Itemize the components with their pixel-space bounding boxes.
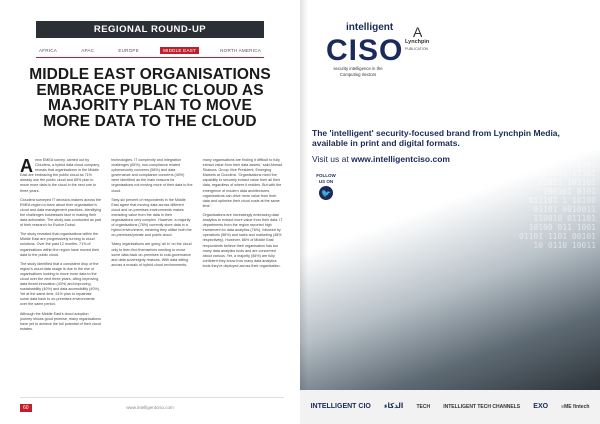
lynchpin-sub: PUBLICATION	[405, 47, 429, 51]
paragraph: Sixty-six percent of respondents in the Middle East agree that moving data across different cloud and on-premises environments makes extracting value from the data in their organisations very complex. However, a majority of organisations (78%) currently store data in a hybrid environment, meaning they utilise both the on-premises/private and public cloud.	[111, 197, 192, 238]
page-gutter	[300, 0, 308, 424]
logo-intelligent-text: intelligent	[346, 22, 394, 33]
visit-prefix: Visit us at	[312, 154, 349, 164]
region-apac[interactable]: APAC	[81, 48, 95, 53]
region-europe[interactable]: EUROPE	[118, 48, 139, 53]
promo-text: The 'intelligent' security-focused brand from Lynchpin Media, available in print and digital formats.	[312, 128, 560, 148]
region-nav	[36, 46, 264, 55]
footer-divider	[20, 397, 284, 398]
region-north-america[interactable]: NORTH AMERICA	[220, 48, 261, 53]
paragraph: Cloudera surveyed IT decision-makers across the EMEA region to learn about their organisation's cloud and data management practices, identifying the challenges businesses face in making their data actionable. The study was conducted as part of their research for Evolve Dubai.	[20, 197, 102, 228]
logo-exo: EXO	[533, 403, 549, 410]
paragraph: Although the Middle East's cloud adoption journey shows good promise, many organisations have yet to achieve the full potential of their cloud estates.	[20, 311, 101, 331]
divider	[36, 57, 264, 58]
lynchpin-mark: A	[413, 24, 423, 40]
paragraph: 'Many organisations are going 'all in' on the cloud only to then find themselves needing to move some data back on-premises to cost-governance and data sovereignty reasons. With data sitting across a mosaic of hybrid cloud environments,	[111, 242, 192, 267]
page-number: 60	[20, 404, 32, 412]
logo-intelligent-cio: INTELLIGENT CIO	[310, 403, 371, 410]
column-2	[111, 158, 192, 393]
section-title: REGIONAL ROUND-UP	[93, 24, 207, 35]
twitter-icon[interactable]: 🐦	[319, 186, 333, 200]
region-africa[interactable]: AFRICA	[39, 48, 58, 53]
article-headline: MIDDLE EAST ORGANISATIONS EMBRACE PUBLIC CLOUD AS MAJORITY PLAN TO MOVE MORE DATA TO THE CLOUD	[29, 66, 271, 130]
visit-line	[312, 154, 450, 164]
visit-url[interactable]: www.intelligentciso.com	[351, 154, 450, 164]
column-3	[203, 158, 284, 393]
paragraph: Organisations are increasingly embracing data analytics to extract more value from their data. IT departments from the region reported high investment for data analytics (76%), followed by operations (58%) and sales and marketing (48% respectively). However, 86% of Middle East respondents believe their organisation has too many data analytics tools and are concerned about various. Yet, a majority (56%) are fully confident they know how many data analytics tools they're deployed across their organisation.	[202, 212, 283, 268]
paragraph: new EMEA survey, carried out by Cloudera, a hybrid data cloud company, reveals that organisations in the Middle East are embracing the public cloud as 71% already use the public cloud and 85% plan to move more data to the cloud in the next one to three years.	[20, 158, 100, 193]
footer-url[interactable]: www.intelligentciso.com	[126, 405, 174, 410]
logo-fintech: ≡ME fintech	[561, 404, 590, 410]
article-body	[20, 158, 284, 393]
follow-label: FOLLOW US ON	[316, 173, 336, 184]
partner-logos	[300, 390, 600, 424]
section-banner	[36, 21, 264, 38]
logo-tagline: security intelligence in the Computing Sectors	[333, 66, 383, 77]
logo-arabic: الذكاء	[383, 403, 404, 410]
logo-ciso-text: CISO	[326, 34, 404, 67]
logo-tech: TECH	[416, 404, 431, 410]
logo-tech-channels: INTELLIGENT TECH CHANNELS	[443, 404, 521, 410]
dropcap: A	[20, 156, 33, 176]
binary-pattern: 1010101101 0100101011 11101 01011 101101 100101 0101 011101 1 10100 01101 0010011 110010 011101 10100 011 1001 01101 1101 00101 10 0110 10011	[518, 160, 596, 250]
paragraph: The study identified that a consistent drop of the region's cloud data usage is due to the rise of organisations looking to move more data to the cloud over the next three years, citing improving data threat innovation (43%) and improving sustainability (40%) and data accessibility (40%). Yet at the same time, 61% plan to repatriate some data back to on-premises environments over the same period.	[20, 261, 100, 307]
paragraph: technologies. IT complexity and integration challenges (65%), non-compliance related cybersecurity concerns (58%) and data governance and compliance concerns (40%) were identified as the main reasons for organisations not moving more of their data to the cloud.	[111, 158, 193, 193]
column-1	[20, 158, 101, 393]
region-middle-east[interactable]: MIDDLE EAST	[160, 47, 199, 54]
lynchpin-name: Lynchpin	[405, 39, 430, 45]
paragraph: The study revealed that organisations within the Middle East are progressively turning to cloud solutions. Over the past 12 months, 71% of organisations within the region have moved their data to the public cloud.	[20, 232, 100, 257]
lynchpin-logo	[405, 24, 445, 58]
paragraph: many organisations are finding it difficult to fully extract value from their data assets,' said Ahmad Shakora, Group Vice President, Emerging Markets at Cloudera. 'Organisations need the capability to securely extract value from all their data, regardless of where it resides. But with the emergence of modern data architectures, organisations can drive more value from their data and optimise their cloud costs at the same time.'	[202, 158, 283, 208]
